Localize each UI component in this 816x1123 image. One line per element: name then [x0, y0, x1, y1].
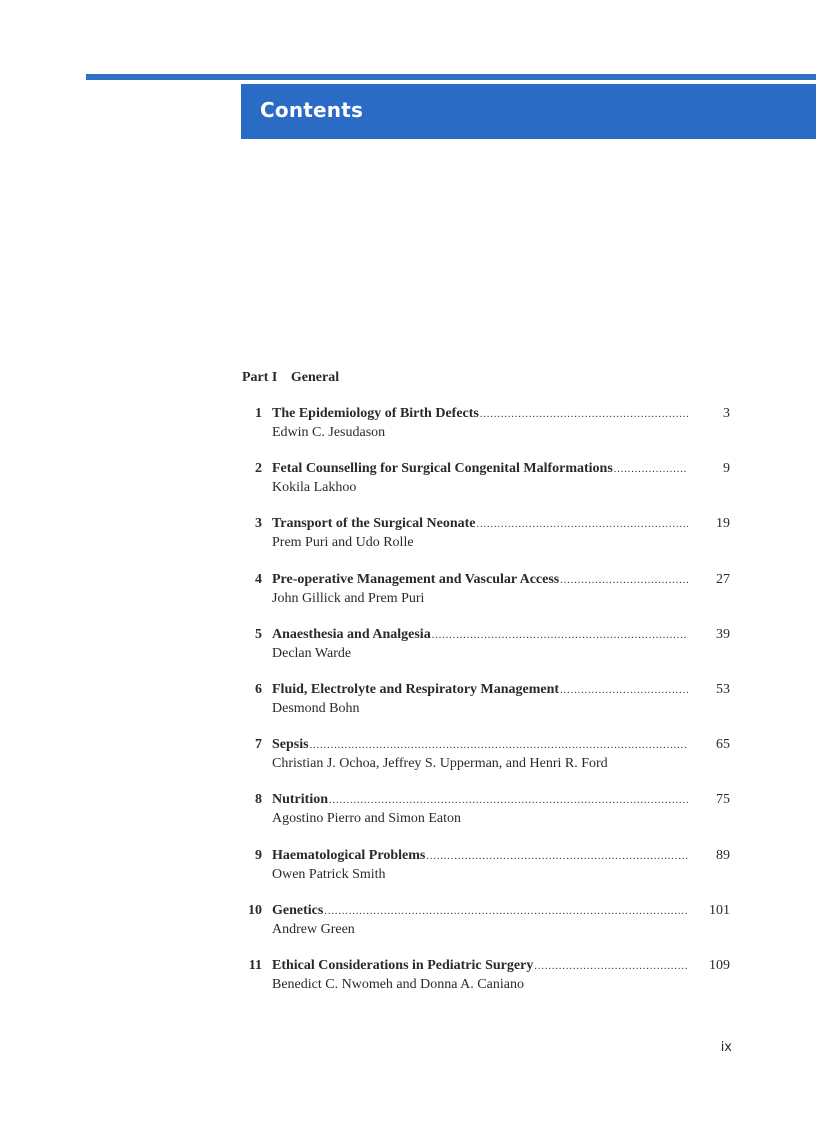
chapter-title[interactable]: Genetics: [272, 902, 324, 918]
dot-leader: [560, 572, 688, 589]
chapter-title-line: [272, 847, 688, 865]
chapter-title-line: [272, 460, 688, 478]
dot-leader: [426, 848, 688, 865]
chapter-title[interactable]: Ethical Considerations in Pediatric Surgery: [272, 957, 534, 973]
chapter-number: 9: [255, 847, 262, 863]
chapter-authors: Owen Patrick Smith: [272, 866, 386, 882]
toc-entry[interactable]: [242, 902, 732, 957]
dot-leader: [324, 903, 688, 920]
chapter-authors: Christian J. Ochoa, Jeffrey S. Upperman, and Henri R. Ford: [272, 756, 608, 772]
dot-leader: [534, 958, 688, 975]
contents-header-band: [241, 84, 816, 139]
chapter-title-line: [272, 405, 688, 423]
chapter-title[interactable]: Nutrition: [272, 792, 328, 808]
chapter-title[interactable]: The Epidemiology of Birth Defects: [272, 406, 479, 421]
dot-leader: [477, 516, 689, 533]
part-name: General: [290, 370, 340, 385]
page-title: Contents: [260, 98, 364, 122]
chapter-page-number: 101: [709, 902, 730, 918]
chapter-page-number: 3: [723, 406, 730, 421]
chapter-number: 2: [255, 461, 262, 477]
chapter-title-line: [272, 515, 688, 533]
chapter-page-number: 53: [716, 681, 730, 697]
chapter-title[interactable]: Sepsis: [272, 737, 309, 753]
chapter-title-line: [272, 626, 688, 644]
chapter-page-number: 39: [716, 626, 730, 642]
chapter-page-number: 27: [716, 571, 730, 587]
chapter-title-line: [272, 791, 688, 809]
toc-entry[interactable]: [242, 626, 732, 681]
part-heading: [242, 370, 339, 386]
toc-entry[interactable]: [242, 405, 732, 460]
chapter-title[interactable]: Fetal Counselling for Surgical Congenital Malformations: [272, 461, 613, 477]
chapter-title-line: [272, 736, 688, 754]
chapter-title-line: [272, 681, 688, 699]
dot-leader: [560, 682, 688, 699]
chapter-page-number: 89: [716, 847, 730, 863]
chapter-title[interactable]: Anaesthesia and Analgesia: [272, 626, 431, 642]
toc-entry[interactable]: [242, 515, 732, 570]
chapter-authors: Kokila Lakhoo: [272, 480, 357, 496]
part-label: Part I: [242, 370, 278, 385]
chapter-title[interactable]: Pre-operative Management and Vascular Access: [272, 571, 560, 587]
chapter-authors: Prem Puri and Udo Rolle: [272, 535, 414, 551]
chapter-title[interactable]: Haematological Problems: [272, 847, 426, 863]
chapter-number: 7: [255, 737, 262, 753]
toc-entry[interactable]: [242, 791, 732, 846]
toc-entry[interactable]: [242, 957, 732, 1012]
chapter-title-line: [272, 902, 688, 920]
toc-entry[interactable]: [242, 736, 732, 791]
chapter-title[interactable]: Transport of the Surgical Neonate: [272, 516, 476, 532]
toc-entry[interactable]: [242, 571, 732, 626]
chapter-authors: Agostino Pierro and Simon Eaton: [272, 811, 461, 827]
chapter-authors: Declan Warde: [272, 645, 352, 661]
page-number-folio: ix: [720, 1040, 732, 1055]
chapter-number: 8: [255, 792, 262, 808]
chapter-number: 11: [248, 957, 262, 973]
dot-leader: [329, 792, 688, 809]
chapter-page-number: 9: [723, 461, 730, 477]
chapter-number: 10: [248, 902, 262, 918]
chapter-number: 3: [255, 516, 262, 532]
chapter-title-line: [272, 571, 688, 589]
chapter-number: 6: [255, 681, 262, 697]
chapter-page-number: 109: [709, 957, 730, 973]
toc-list: [242, 405, 732, 1012]
dot-leader: [480, 406, 688, 423]
toc-entry[interactable]: [242, 460, 732, 515]
header-top-rule: [86, 74, 816, 80]
dot-leader: [310, 737, 688, 754]
chapter-page-number: 65: [716, 737, 730, 753]
chapter-title-line: [272, 957, 688, 975]
chapter-authors: John Gillick and Prem Puri: [272, 590, 425, 606]
chapter-number: 1: [255, 406, 262, 421]
chapter-number: 5: [255, 626, 262, 642]
chapter-number: 4: [255, 571, 262, 587]
chapter-page-number: 75: [716, 792, 730, 808]
chapter-authors: Edwin C. Jesudason: [272, 425, 386, 440]
chapter-authors: Desmond Bohn: [272, 700, 360, 716]
chapter-authors: Andrew Green: [272, 921, 355, 937]
dot-leader: [432, 627, 688, 644]
chapter-page-number: 19: [716, 516, 730, 532]
toc-entry[interactable]: [242, 847, 732, 902]
toc-entry[interactable]: [242, 681, 732, 736]
chapter-title[interactable]: Fluid, Electrolyte and Respiratory Management: [272, 681, 560, 697]
chapter-authors: Benedict C. Nwomeh and Donna A. Caniano: [272, 976, 524, 992]
dot-leader: [614, 461, 688, 478]
